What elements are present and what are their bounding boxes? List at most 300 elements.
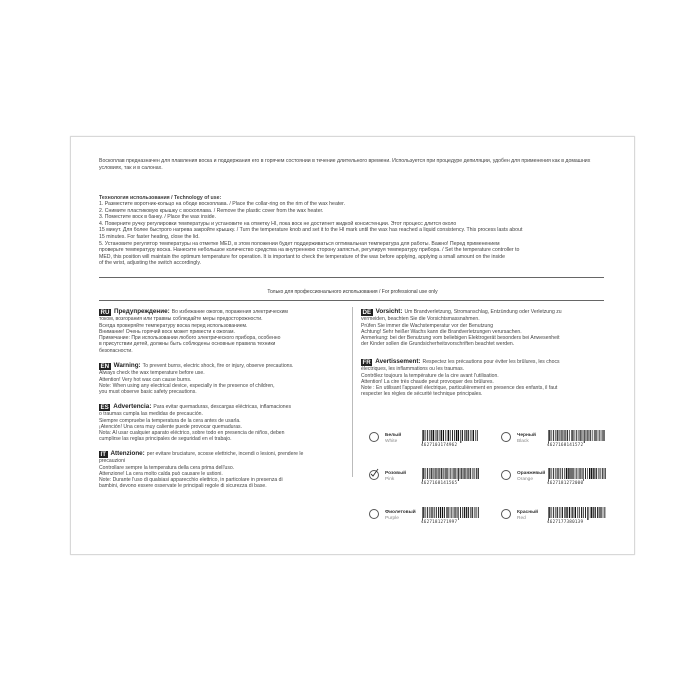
barcode-bar [440,507,441,518]
lang-code-fr: FR [362,359,371,366]
barcode-bar [566,468,567,479]
barcode-bar [587,507,588,520]
barcode-number: 4627181271997 [421,520,458,525]
barcode-bar [552,507,553,518]
barcode-bar [431,468,432,479]
warning-line: vermeiden, beachten Sie die Vorsichtsmassnahmen. [361,316,480,323]
barcode-bar [472,430,473,441]
barcode-bar [585,507,586,518]
step-line: проверьте температуру воска. Нанесите небольшое количество средства на внутреннюю сторону запястья, регулируя температуру прибора. / Set the temperature controller to [99,247,520,254]
color-name-ru: Оранжевый [517,471,546,476]
barcode-bar [548,507,549,520]
warning-line: cumplirse las reglas principales de seguridad en el trabajo. [99,436,232,443]
step-line: 2. Снимите пластиковую крышку с воскоплава. / Remove the plastic cover from the wax heater. [99,207,324,214]
barcode-number: 4627168141565 [421,481,458,486]
lang-code-it: IT [100,451,106,458]
barcode-bar [460,468,461,479]
warning-line: Внимание! Очень горячий воск может привести к ожогам. [99,328,235,335]
barcode-bar [562,430,563,441]
barcode-bar [599,430,600,441]
barcode-bar [454,468,455,479]
barcode-bar [458,507,459,520]
warning-line: Siempre compruebe la temperatura de la cera antes de usarla. [99,417,241,424]
barcode-bar [594,430,595,441]
barcode-bar [426,468,427,479]
barcode-bar [604,468,605,479]
barcode-bar [462,430,463,441]
barcode-bar [472,507,473,518]
professional-use-note: Только для профессионального использования / For professional use only [267,289,438,295]
barcode-bar [552,468,553,479]
barcode-bar [443,468,444,479]
color-checkbox[interactable] [501,509,511,519]
barcode-bar [582,468,583,479]
warning-line: Attention! La cire très chaude peut provoquer des brûlures. [361,378,494,385]
barcode-bars [421,468,481,481]
barcode-bar [478,468,479,479]
warning-line: в присутствии детей, должны быть соблюдены основные правила техники [99,341,276,348]
warning-first-line: Para evitar quemaduras, descargas eléctricas, inflamaciones [153,404,292,411]
step-line: 1. Разместите воротник-кольцо на ободе воскоплава. / Place the collar-ring on the rim of the wax heater. [99,201,346,207]
warning-line: Attenzione! La cera molto calda può causare le ustioni. [99,470,223,477]
barcode-bar [557,507,558,518]
barcode-bar [423,468,424,479]
barcode-bar [585,468,586,479]
warning-de [361,309,611,348]
barcode-bar [549,468,550,479]
barcode-bar [565,430,566,441]
barcode [421,430,481,448]
barcode-bar [574,507,575,518]
barcode-bar [423,507,424,518]
barcode-bar [450,507,451,518]
barcode-bar [464,430,465,441]
warning-line: Controllare sempre la temperatura della cera prima dell'uso. [99,464,235,471]
barcode-bar [552,430,553,441]
barcode-bar [567,507,568,518]
warning-en [99,363,319,395]
barcode-bar [462,507,463,518]
barcode-bar [575,430,576,441]
warning-line: bambini, devono essere osservate le principali regole di sicurezza di base. [99,483,267,490]
barcode-bar [434,507,435,518]
warning-first-line: Во избежание ожогов, поражения электрическим [171,309,288,316]
barcode-bar [589,468,590,479]
barcode-bar [476,507,477,518]
barcode-bar [562,507,563,518]
barcode-bar [470,507,471,518]
barcode-bar [600,468,601,479]
warning-line: Note: Durante l'uso di qualsiasi apparecchio elettrico, in particolare in presenza di [99,477,283,484]
barcode-bar [439,468,440,479]
warning-line: Attention! Very hot wax can cause burns. [99,376,192,383]
barcode-number: 4627103174962 [421,443,458,448]
barcode-bar [564,507,565,518]
color-checkbox[interactable] [369,432,379,442]
barcode-bar [466,430,467,441]
lang-code-ru: RU [100,309,110,316]
barcode-bar [598,468,599,479]
barcode-bars [547,507,607,520]
warning-heading: Warning: [113,362,141,370]
barcode-bar [447,507,448,518]
barcode-bar [435,468,436,479]
warning-first-line: To prevent burns, electric shock, fire or injury, observe precautions. [142,363,294,370]
barcode-bar [454,430,455,441]
warning-ru [99,309,319,354]
warning-line: Prüfen Sie immer die Wachstemperatur vor der Benutzung [361,322,494,329]
barcode-bar [453,468,454,479]
warning-line: der Kinder sollen die Grundsicherheitsvorschriften beachtet werden. [361,341,515,348]
warning-it [99,451,319,490]
barcode-bar [587,430,588,441]
barcode-bar [603,430,604,441]
barcode-bar [449,468,450,479]
barcode-bar [558,468,559,479]
barcode-bar [429,507,430,518]
barcode-bar [431,507,432,518]
barcode-bar [593,468,594,479]
color-checkbox[interactable] [369,509,379,519]
barcode-bar [591,468,592,479]
barcode-bar [426,507,427,518]
barcode-bar [584,430,585,443]
barcode-bar [460,507,461,518]
warning-line: Примечание: При использовании любого электрического прибора, особенно [99,335,281,342]
barcode-bar [593,507,594,518]
color-option-pink[interactable] [369,471,423,483]
barcode-bar [553,507,554,518]
barcode-bar [564,430,565,441]
barcode-bar [602,430,603,441]
barcode-bar [458,430,459,441]
warning-line: precauzioni [99,458,126,465]
color-name-en: Pink [385,477,395,482]
barcode-bar [458,468,459,481]
barcode [547,468,607,486]
barcode-bar [441,468,442,479]
warning-line: électriques, les inflammations ou les traumas. [361,366,465,373]
warning-first-line: per evitare bruciature, scosse elettriche, incendi o lesioni, prendere le [146,451,304,458]
barcode-bars [421,430,481,443]
barcode-bar [599,507,600,518]
barcode-bar [577,507,578,518]
step-line: MED, this position will maintain the optimum temperature for operation. It is important to check the temperature of the wax before applying, applying a small amount on the inside [99,253,505,260]
warning-line: o traumas cumpla las medidas de precaución. [99,411,203,418]
barcode-bar [580,468,581,479]
barcode-bar [432,507,433,518]
barcode-bar [466,507,467,518]
barcode-bar [559,507,560,518]
barcode-bar [427,468,428,479]
barcode-bar [456,430,457,441]
barcode-bar [562,468,563,479]
color-name-en: Red [517,516,526,521]
barcode-bar [438,468,439,479]
barcode-bar [600,507,601,518]
barcode-bar [568,468,569,479]
step-line: 4. Поверните ручку регулировки температуры и установите на отметку HI, пока воск не достигнет жидкой консистенции. Этот процесс длится около [99,220,457,227]
color-name-ru: Фиолетовый [385,510,416,515]
color-checkbox[interactable] [369,470,379,480]
barcode-bar [460,430,461,443]
barcode-bar [443,430,444,441]
barcode-bar [575,507,576,518]
barcode-bar [583,507,584,518]
barcode-bar [455,507,456,518]
barcode-bar [575,468,576,479]
color-name-ru: Белый [385,433,402,438]
barcode-bar [581,507,582,518]
warning-line: Contrôlez toujours la température de la cire avant l'utilisation. [361,372,499,379]
barcode-bar [452,430,453,441]
barcode-bar [468,430,469,441]
barcode-bar [437,430,438,441]
barcode-bar [596,468,597,479]
barcode-bar [579,468,580,479]
barcode-bar [583,430,584,441]
barcode-bar [548,468,549,481]
barcode-bar [598,430,599,441]
step-line: of the wrist, adjusting the switch accordingly. [99,260,201,267]
barcode-bar [426,430,427,441]
warning-line: Nota: Al usar cualquier aparato eléctrico, sobre todo en presencia de niños, deben [99,430,285,437]
warning-heading: Advertencia: [113,403,152,411]
barcode-bar [475,430,476,441]
color-name-en: Orange [517,477,533,482]
barcode-bar [595,507,596,518]
barcode-bar [571,430,572,441]
barcode-bars [547,468,607,481]
warning-line: you must observe basic safety precautions. [99,389,197,396]
barcode [547,430,607,448]
barcode-bar [457,507,458,518]
barcode-bar [589,430,590,441]
barcode-bar [461,468,462,479]
barcode-bar [590,507,591,518]
barcode-bar [450,468,451,479]
barcode-bar [445,430,446,441]
barcode-bar [579,430,580,441]
color-option-white[interactable] [369,433,423,445]
color-name-en: White [385,439,398,444]
lang-code-en: EN [100,363,110,370]
warning-line: безопасности. [99,347,133,354]
barcode-bars [547,430,607,443]
barcode-bar [431,430,432,441]
barcode-bar [436,468,437,479]
barcode-bar [548,430,549,443]
barcode-bar [457,468,458,479]
warning-line: Note : En utilisant l'appareil électrique, particulièrement en presence des enfants, il faut [361,385,558,392]
barcode-bar [451,507,452,518]
barcode-bar [441,430,442,441]
barcode-bar [470,468,471,479]
barcode-bar [445,468,446,479]
warning-line: током, возгорания или травмы соблюдайте меры предосторожности. [99,316,263,323]
step-line: 15 минут. Для более быстрого нагрева закройте крышку. / Turn the temperature knob and set it to the HI mark until the wax has reached a liquid consistency. This process lasts about [99,227,523,234]
warning-heading: Attenzione: [110,450,145,458]
barcode-bar [594,468,595,479]
lang-code-es: ES [100,404,109,411]
barcode-bar [468,468,469,479]
barcode-bar [571,468,572,479]
barcode-bar [595,430,596,441]
warning-line: Always check the wax temperature before use. [99,370,205,377]
barcode-bar [476,468,477,479]
barcode-bar [549,507,550,518]
step-line: 15 minutes. For faster heating, close the lid. [99,233,200,240]
barcode-bar [477,430,478,441]
barcode-bar [454,507,455,518]
warning-heading: Предупреждение: [113,308,170,316]
barcode-bar [446,507,447,518]
barcode-bar [602,468,603,479]
color-name-en: Black [517,439,529,444]
barcode-bar [572,430,573,441]
barcode-number: 4627181272000 [547,481,584,486]
warning-line: Achtung! Sehr heißer Wachs kann die Brandverletzungen verursachen. [361,328,522,335]
barcode-bar [448,430,449,441]
color-checkbox[interactable] [501,470,511,480]
barcode-bar [450,430,451,441]
steps-list [99,201,599,267]
barcode-bar [473,430,474,441]
barcode-bar [447,430,448,441]
barcode-bar [569,468,570,479]
barcode-bar [422,430,423,443]
barcode-bar [576,468,577,479]
warning-fr [361,359,611,398]
barcode-bar [436,430,437,441]
barcode-bar [597,507,598,518]
warning-line: ¡Atención! Una cera muy caliente puede provocar quemaduras. [99,423,242,430]
barcode-bar [478,507,479,518]
warning-line: Anmerkung: bei der Benutzung vom beliebigen Elektrogerät besonders bei Anwesenheit [361,335,560,342]
barcode-number: 4627168141572 [547,443,584,448]
barcode-bar [427,507,428,518]
barcode-bar [464,507,465,518]
barcode-bar [572,507,573,518]
warning-heading: Vorsicht: [375,308,403,316]
barcode-bar [586,430,587,441]
barcode-bar [572,468,573,479]
barcode-bar [593,430,594,441]
barcode-bar [549,430,550,441]
barcode [421,507,481,525]
barcode-bar [474,468,475,479]
barcode-bar [557,468,558,479]
step-line: 3. Поместите воск в банку. / Place the wax inside. [99,214,216,221]
check-icon [369,468,379,478]
barcode-bar [603,507,604,518]
barcode-bar [468,507,469,518]
step-line: 5. Установите регулятор температуры на отметке MED, в этом положении будет поддерживаться оптимальная температура для работы. Важно! Перед применением [99,240,500,247]
barcode-bar [553,468,554,479]
barcode-number: 4627177380139 [547,520,584,525]
barcode-bar [422,468,423,481]
barcode-bar [444,507,445,518]
color-option-purple[interactable] [369,510,423,522]
warning-first-line: Um Brandverletzung, Stromanschlag, Entzündung oder Verletzung zu [404,309,562,316]
barcode-bar [422,507,423,520]
barcode-bar [555,430,556,441]
warning-heading: Avertissement: [375,358,421,366]
barcode-bar [576,430,577,441]
barcode-bar [557,430,558,441]
barcode-bar [438,507,439,518]
barcode-bar [564,468,565,479]
barcode-bar [433,430,434,441]
barcode-bar [567,430,568,441]
barcode-bar [463,468,464,479]
barcode-bar [569,430,570,441]
barcode-bar [434,468,435,479]
color-name-ru: Розовый [385,471,407,476]
barcode-bar [553,430,554,441]
barcode-bar [580,430,581,441]
warning-line: Всегда проверяйте температуру воска перед использованием. [99,322,248,329]
barcode-bar [464,468,465,479]
warning-line: respecter les règles de sécurité technique principales. [361,391,483,398]
barcode-bar [560,468,561,479]
column-divider [352,307,353,477]
warning-es [99,404,319,443]
use-title: Технология использования / Technology of use: [99,195,222,201]
barcode-bar [591,507,592,518]
color-name-ru: Красный [517,510,539,515]
barcode-bar [442,507,443,518]
barcode-bar [555,507,556,518]
intro-text: Воскоплав предназначен для плавления воска и поддержания его в горячем состоянии в течение длительного времени. Используется при процедуре депиляции, удобен для применения как в домашних условиях, так и в салонах. [99,158,591,171]
barcode-bar [467,468,468,479]
instruction-sheet [70,136,635,555]
warning-line: Note: When using any electrical device, especially in the presence of children, [99,382,275,389]
barcode-bar [436,507,437,518]
bottom-divider [99,300,604,301]
barcode-bar [429,468,430,479]
warning-first-line: Respectez les précautions pour éviter les brûlures, les chocs [422,359,560,366]
barcode-bar [474,507,475,518]
barcode-bar [605,468,606,479]
barcode-bar [569,507,570,518]
barcode-bar [561,430,562,441]
color-name-en: Purple [385,516,399,521]
barcode [547,507,607,525]
color-name-ru: Черный [517,433,536,438]
barcode-bar [470,430,471,441]
barcode-bar [604,507,605,518]
barcode-bar [590,430,591,441]
barcode-bar [565,507,566,518]
barcode-bar [587,468,588,479]
barcode-bar [583,468,584,481]
barcode [421,468,481,486]
barcode-bar [440,430,441,441]
barcode-bar [427,430,428,441]
barcode-bar [560,430,561,441]
top-divider [99,277,604,278]
barcode-bar [579,507,580,518]
color-checkbox[interactable] [501,432,511,442]
barcode-bar [472,468,473,479]
barcode-bar [429,430,430,441]
barcode-bars [421,507,481,520]
lang-code-de: DE [362,309,372,316]
barcode-bar [555,468,556,479]
barcode-bar [423,430,424,441]
barcode-bar [446,468,447,479]
